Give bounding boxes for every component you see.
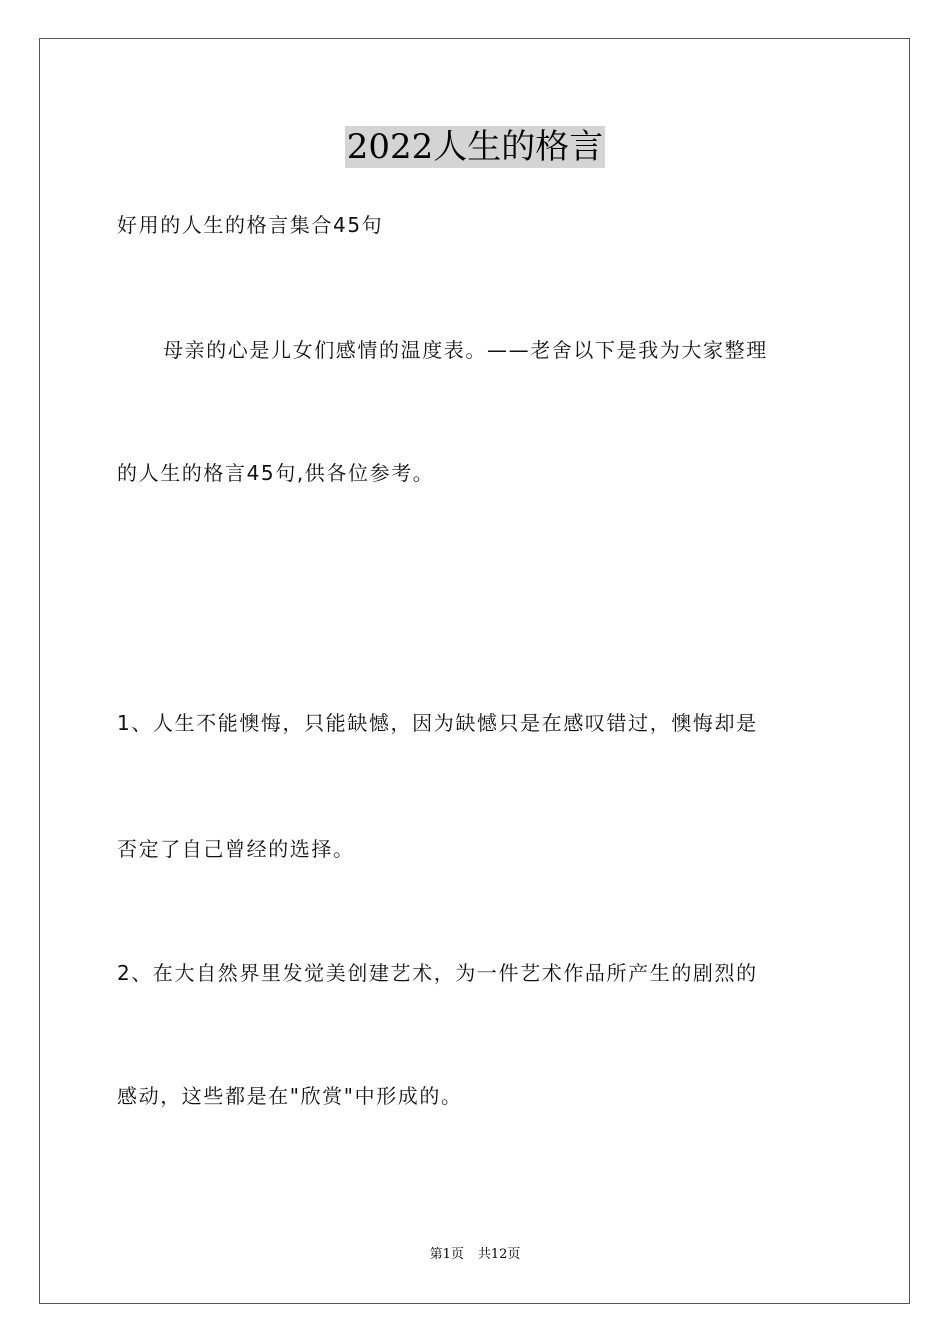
paragraph-line: 否定了自己曾经的选择。 bbox=[117, 837, 355, 861]
paragraph-line: 母亲的心是儿女们感情的温度表。——老舍以下是我为大家整理 bbox=[163, 338, 768, 362]
paragraph-line: 1、人生不能懊悔，只能缺憾，因为缺憾只是在感叹错过，懊悔却是 bbox=[117, 711, 758, 735]
document-title: 2022人生的格言 bbox=[346, 127, 604, 167]
document-subtitle: 好用的人生的格言集合45句 bbox=[117, 213, 384, 237]
page-number: 第1页 bbox=[429, 1247, 464, 1262]
paragraph-line: 感动，这些都是在"欣赏"中形成的。 bbox=[117, 1084, 463, 1108]
page-total: 共12页 bbox=[477, 1247, 521, 1262]
page-footer bbox=[0, 1246, 950, 1264]
paragraph-line: 的人生的格言45句,供各位参考。 bbox=[117, 461, 435, 485]
title-container bbox=[0, 126, 950, 168]
paragraph-line: 2、在大自然界里发觉美创建艺术，为一件艺术作品所产生的剧烈的 bbox=[117, 961, 758, 985]
